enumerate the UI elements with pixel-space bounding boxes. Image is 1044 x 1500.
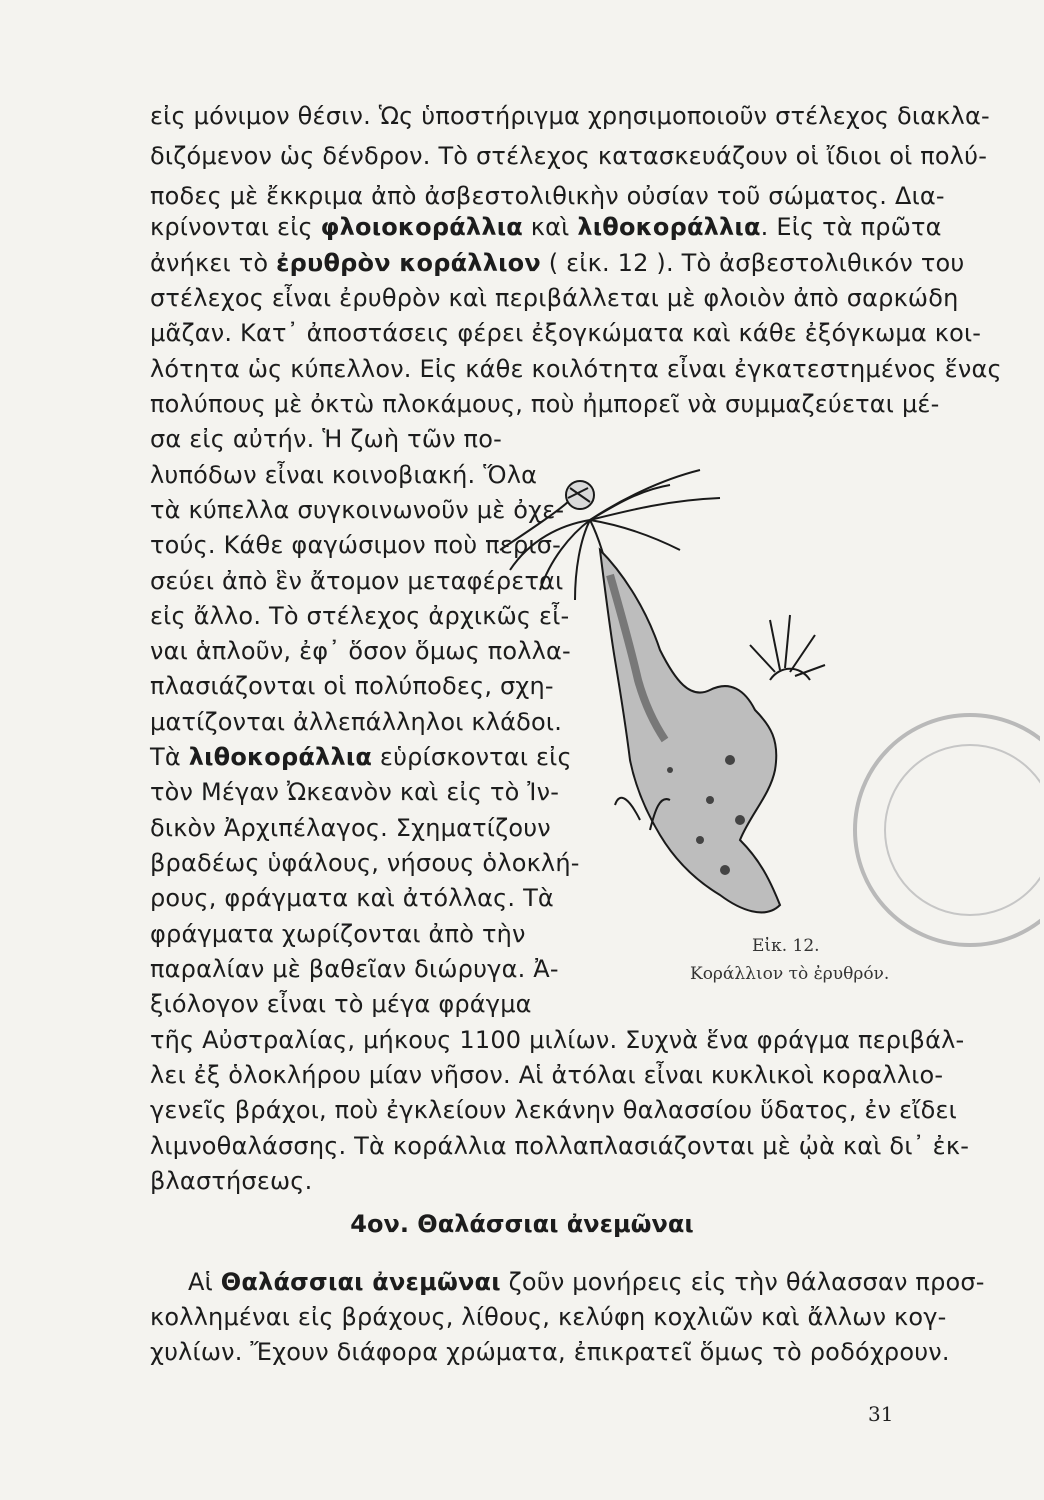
library-stamp	[840, 700, 1040, 1000]
text-line: ξιόλογον εἶναι τὸ μέγα φράγμα	[150, 990, 532, 1018]
text-line: μᾶζαν. Κατ᾽ ἀποστάσεις φέρει ἐξογκώματα καὶ κάθε ἐξόγκωμα κοι-	[150, 319, 982, 347]
text-line: λει ἐξ ὁλοκλήρου μίαν νῆσον. Αἱ ἀτόλαι εἶναι κυκλικοὶ κοραλλιο-	[150, 1061, 944, 1089]
text-line: ναι ἁπλοῦν, ἐφ᾽ ὅσον ὅμως πολλα-	[150, 637, 571, 665]
text-line: στέλεχος εἶναι ἐρυθρὸν καὶ περιβάλλεται μὲ φλοιὸν ἀπὸ σαρκώδη	[150, 284, 959, 312]
term-phloiokorallia: φλοιοκοράλλια	[320, 213, 523, 241]
text-line: φράγματα χωρίζονται ἀπὸ τὴν	[150, 920, 526, 948]
text-line: σεύει ἀπὸ ἓν ἄτομον μεταφέρεται	[150, 567, 564, 595]
text-line: τὸν Μέγαν Ὠκεανὸν καὶ εἰς τὸ Ἰν-	[150, 778, 560, 806]
text-line: λυπόδων εἶναι κοινοβιακή. Ὅλα	[150, 461, 538, 489]
text-line: κρίνονται εἰς φλοιοκοράλλια καὶ λιθοκοράλλια. Εἰς τὰ πρῶτα	[150, 213, 942, 241]
text-line: παραλίαν μὲ βαθεῖαν διώρυγα. Ἀ-	[150, 955, 559, 983]
term-erythron-korallion: ἐρυθρὸν κοράλλιον	[276, 249, 541, 277]
text-line: σα εἰς αὐτήν. Ἡ ζωὴ τῶν πο-	[150, 425, 502, 453]
text-line: τῆς Αὐστραλίας, μήκους 1100 μιλίων. Συχνὰ ἕνα φράγμα περιβάλ-	[150, 1026, 965, 1054]
text-line: λότητα ὡς κύπελλον. Εἰς κάθε κοιλότητα εἶναι ἐγκατεστημένος ἕνας	[150, 355, 1002, 383]
text-line: ματίζονται ἀλλεπάλληλοι κλάδοι.	[150, 708, 563, 736]
coral-illustration	[470, 440, 900, 960]
figure-label: Εἰκ. 12.	[752, 936, 820, 956]
section-heading: 4ον. Θαλάσσιαι ἀνεμῶναι	[350, 1210, 694, 1238]
text-line: γενεῖς βράχοι, ποὺ ἐγκλείουν λεκάνην θαλασσίου ὕδατος, ἐν εἴδει	[150, 1096, 957, 1124]
term-thalassiai-anemonai: Θαλάσσιαι ἀνεμῶναι	[220, 1268, 501, 1296]
text-line: εἰς ἄλλο. Τὸ στέλεχος ἀρχικῶς εἶ-	[150, 602, 570, 630]
text-line: εἰς μόνιμον θέσιν. Ὡς ὑποστήριγμα χρησιμοποιοῦν στέλεχος διακλα-	[150, 102, 990, 130]
text-line: βλαστήσεως.	[150, 1167, 313, 1195]
text-line: χυλίων. Ἔχουν διάφορα χρώματα, ἐπικρατεῖ ὅμως τὸ ροδόχρουν.	[150, 1338, 950, 1366]
term-lithokorallia: λιθοκοράλλια	[577, 213, 761, 241]
figure-caption: Κοράλλιον τὸ ἐρυθρόν.	[690, 964, 890, 984]
text-line: τούς. Κάθε φαγώσιμον ποὺ περισ-	[150, 531, 561, 559]
text-line: Αἱ Θαλάσσιαι ἀνεμῶναι ζοῦν μονήρεις εἰς τὴν θάλασσαν προσ-	[188, 1268, 985, 1296]
page-number: 31	[868, 1402, 894, 1426]
text-line: δικὸν Ἀρχιπέλαγος. Σχηματίζουν	[150, 814, 551, 842]
text-line: ποδες μὲ ἔκκριμα ἀπὸ ἀσβεστολιθικὴν οὐσίαν τοῦ σώματος. Δια-	[150, 182, 945, 210]
text-line: ρους, φράγματα καὶ ἀτόλλας. Τὰ	[150, 884, 554, 912]
text-line: διζόμενον ὡς δένδρον. Τὸ στέλεχος κατασκευάζουν οἱ ἴδιοι οἱ πολύ-	[150, 142, 988, 170]
term-lithokorallia: λιθοκοράλλια	[188, 743, 373, 771]
text-line: πλασιάζονται οἱ πολύποδες, σχη-	[150, 672, 554, 700]
text-line: Τὰ λιθοκοράλλια εὑρίσκονται εἰς	[150, 743, 572, 771]
text-line: βραδέως ὑφάλους, νήσους ὁλοκλή-	[150, 849, 580, 877]
text-line: πολύπους μὲ ὀκτὼ πλοκάμους, ποὺ ἠμπορεῖ νὰ συμμαζεύεται μέ-	[150, 390, 940, 418]
text-line: τὰ κύπελλα συγκοινωνοῦν μὲ ὀχε-	[150, 496, 565, 524]
text-line: λιμνοθαλάσσης. Τὰ κοράλλια πολλαπλασιάζονται μὲ ᾠὰ καὶ δι᾽ ἐκ-	[150, 1132, 970, 1160]
text-line: κολλημέναι εἰς βράχους, λίθους, κελύφη κοχλιῶν καὶ ἄλλων κογ-	[150, 1303, 947, 1331]
text-line: ἀνήκει τὸ ἐρυθρὸν κοράλλιον ( εἰκ. 12 ). Τὸ ἀσβεστολιθικόν του	[150, 249, 965, 277]
